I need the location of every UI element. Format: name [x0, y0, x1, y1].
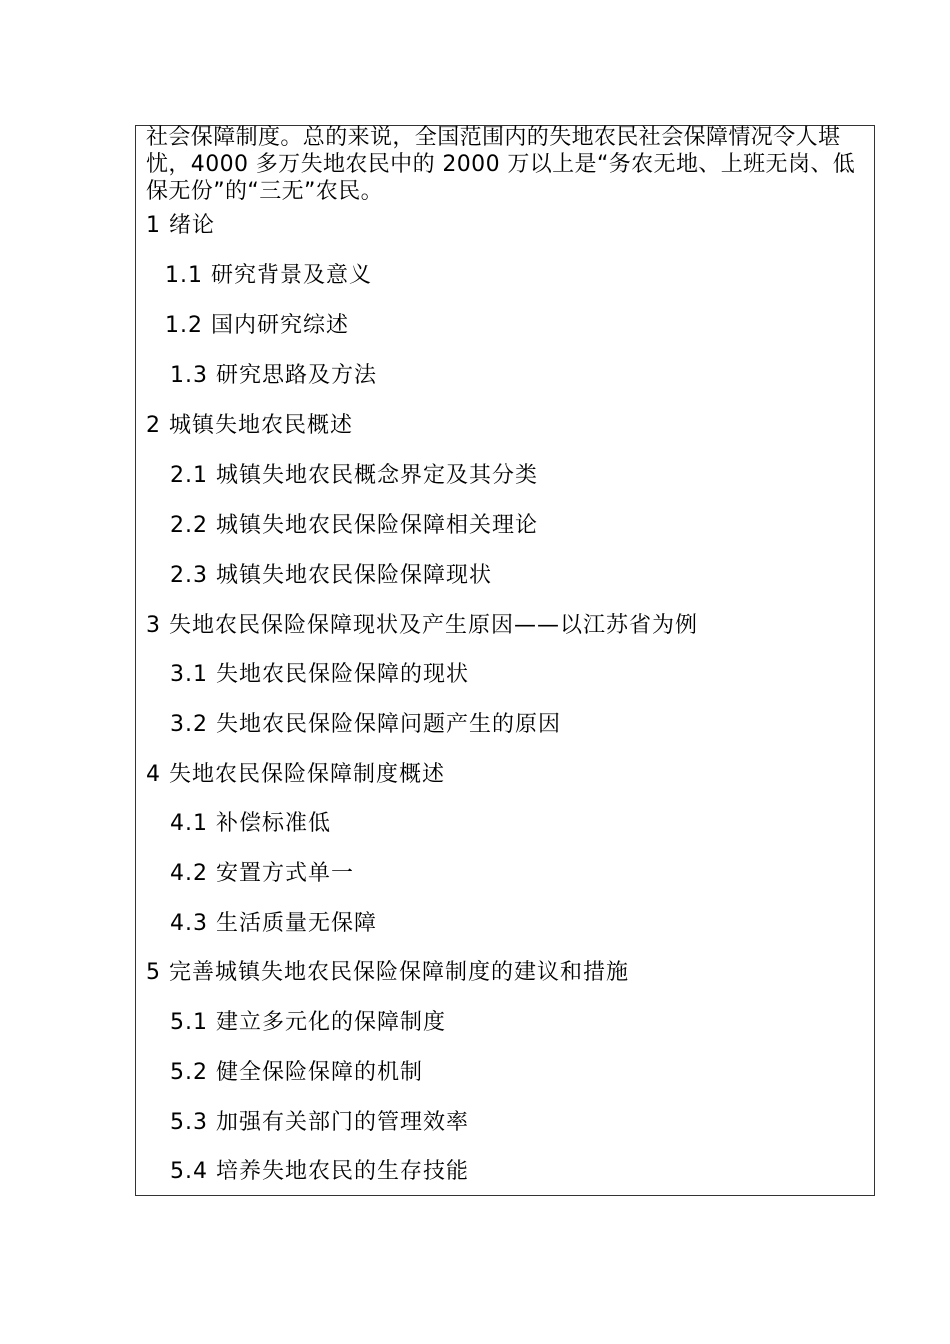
intro-paragraph: 社会保障制度。总的来说，全国范围内的失地农民社会保障情况令人堪忧，4000 多万失地农民中的 2000 万以上是“务农无地、上班无岗、低保无份”的“三无”农民。: [146, 125, 856, 204]
chapter-5-heading: 5 完善城镇失地农民保险保障制度的建议和措施: [146, 960, 629, 985]
section-4-3: 4.3 生活质量无保障: [170, 911, 377, 936]
section-3-2: 3.2 失地农民保险保障问题产生的原因: [170, 712, 561, 737]
section-5-2: 5.2 健全保险保障的机制: [170, 1060, 423, 1085]
chapter-1-heading: 1 绪论: [146, 213, 215, 238]
section-3-1: 3.1 失地农民保险保障的现状: [170, 662, 469, 687]
section-5-3: 5.3 加强有关部门的管理效率: [170, 1110, 469, 1135]
section-2-1: 2.1 城镇失地农民概念界定及其分类: [170, 463, 538, 488]
section-1-3: 1.3 研究思路及方法: [170, 363, 377, 388]
section-1-2: 1.2 国内研究综述: [165, 313, 349, 338]
section-1-1: 1.1 研究背景及意义: [165, 263, 372, 288]
section-5-4: 5.4 培养失地农民的生存技能: [170, 1159, 469, 1184]
section-4-1: 4.1 补偿标准低: [170, 811, 331, 836]
section-5-1: 5.1 建立多元化的保障制度: [170, 1010, 446, 1035]
section-2-2: 2.2 城镇失地农民保险保障相关理论: [170, 513, 538, 538]
chapter-3-heading: 3 失地农民保险保障现状及产生原因——以江苏省为例: [146, 613, 698, 638]
section-4-2: 4.2 安置方式单一: [170, 861, 354, 886]
chapter-2-heading: 2 城镇失地农民概述: [146, 413, 353, 438]
chapter-4-heading: 4 失地农民保险保障制度概述: [146, 762, 445, 787]
section-2-3: 2.3 城镇失地农民保险保障现状: [170, 563, 492, 588]
